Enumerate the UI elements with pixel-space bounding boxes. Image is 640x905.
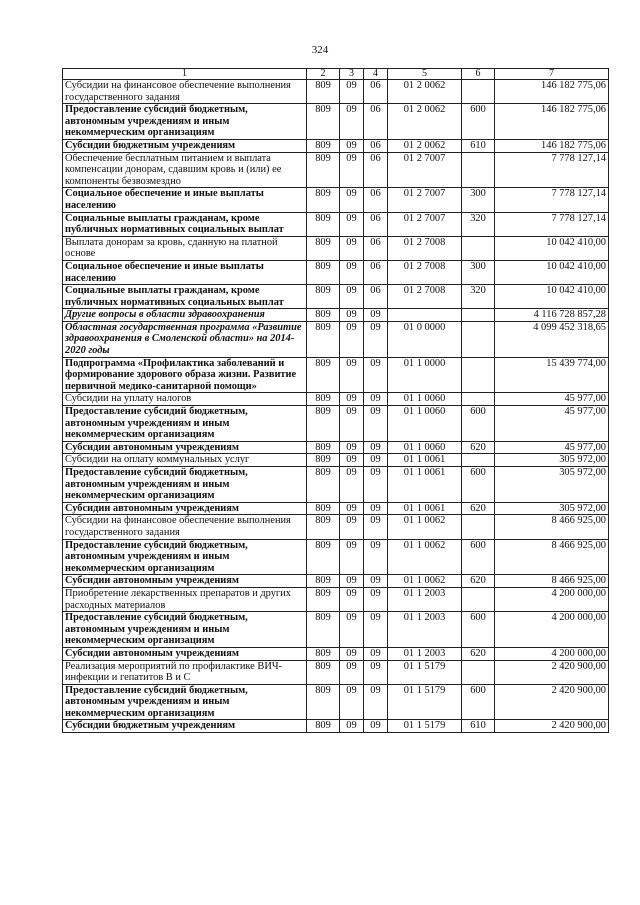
amount: 146 182 775,06 [495,80,609,104]
section-code: 09 [340,393,364,406]
ministry-code: 809 [307,309,340,322]
section-code: 09 [340,357,364,393]
table-row [63,212,609,236]
section-code: 09 [340,720,364,733]
section-code: 09 [340,152,364,188]
subsection-code: 06 [364,104,388,140]
target-article: 01 1 5179 [388,660,462,684]
table-row [63,720,609,733]
target-article: 01 2 7007 [388,212,462,236]
amount: 4 116 728 857,28 [495,309,609,322]
section-code: 09 [340,321,364,357]
expense-type [462,587,495,611]
expense-type [462,357,495,393]
subsection-code: 09 [364,587,388,611]
row-name: Социальное обеспечение и иные выплаты населению [63,188,307,212]
ministry-code: 809 [307,236,340,260]
table-row [63,285,609,309]
target-article: 01 1 0062 [388,539,462,575]
row-name: Предоставление субсидий бюджетным, автономным учреждениям и иным некоммерческим организациям [63,684,307,720]
ministry-code: 809 [307,212,340,236]
row-name: Субсидии автономным учреждениям [63,575,307,588]
section-code: 09 [340,441,364,454]
ministry-code: 809 [307,467,340,503]
table-row [63,236,609,260]
row-name: Субсидии бюджетным учреждениям [63,720,307,733]
target-article: 01 1 2003 [388,647,462,660]
subsection-code: 09 [364,502,388,515]
table-row [63,467,609,503]
ministry-code: 809 [307,393,340,406]
subsection-code: 09 [364,393,388,406]
expense-type: 600 [462,684,495,720]
amount: 45 977,00 [495,441,609,454]
ministry-code: 809 [307,587,340,611]
ministry-code: 809 [307,684,340,720]
table-row [63,441,609,454]
amount: 10 042 410,00 [495,260,609,284]
amount: 2 420 900,00 [495,660,609,684]
page-number: 324 [311,44,329,56]
header-cell: 2 [307,69,340,80]
row-name: Субсидии автономным учреждениям [63,441,307,454]
section-code: 09 [340,309,364,322]
expense-type [462,660,495,684]
subsection-code: 09 [364,647,388,660]
section-code: 09 [340,587,364,611]
row-name: Субсидии автономным учреждениям [63,647,307,660]
subsection-code: 09 [364,660,388,684]
ministry-code: 809 [307,502,340,515]
row-name: Социальные выплаты гражданам, кроме публичных нормативных социальных выплат [63,212,307,236]
expense-type: 610 [462,139,495,152]
target-article: 01 2 7007 [388,152,462,188]
table-row [63,104,609,140]
expense-type [462,454,495,467]
subsection-code: 09 [364,357,388,393]
subsection-code: 09 [364,720,388,733]
expense-type: 620 [462,502,495,515]
section-code: 09 [340,80,364,104]
section-code: 09 [340,575,364,588]
row-name: Субсидии на финансовое обеспечение выполнения государственного задания [63,80,307,104]
row-name: Субсидии на уплату налогов [63,393,307,406]
table-row [63,502,609,515]
ministry-code: 809 [307,188,340,212]
amount: 4 099 452 318,65 [495,321,609,357]
section-code: 09 [340,188,364,212]
expense-type: 620 [462,575,495,588]
row-name: Социальное обеспечение и иные выплаты населению [63,260,307,284]
row-name: Субсидии на финансовое обеспечение выполнения государственного задания [63,515,307,539]
table-row [63,515,609,539]
target-article: 01 2 0062 [388,139,462,152]
section-code: 09 [340,647,364,660]
subsection-code: 09 [364,406,388,442]
section-code: 09 [340,539,364,575]
table-row [63,321,609,357]
target-article: 01 1 0062 [388,515,462,539]
amount: 7 778 127,14 [495,152,609,188]
ministry-code: 809 [307,321,340,357]
target-article: 01 1 0060 [388,393,462,406]
amount: 4 200 000,00 [495,587,609,611]
target-article: 01 2 7008 [388,260,462,284]
amount: 4 200 000,00 [495,612,609,648]
header-cell: 6 [462,69,495,80]
section-code: 09 [340,612,364,648]
section-code: 09 [340,684,364,720]
expense-type: 620 [462,647,495,660]
section-code: 09 [340,502,364,515]
subsection-code: 06 [364,236,388,260]
target-article: 01 1 0062 [388,575,462,588]
amount: 305 972,00 [495,467,609,503]
table-row [63,139,609,152]
header-cell: 4 [364,69,388,80]
header-cell: 1 [63,69,307,80]
header-row [63,69,609,80]
section-code: 09 [340,285,364,309]
target-article: 01 1 0000 [388,357,462,393]
amount: 10 042 410,00 [495,236,609,260]
amount: 8 466 925,00 [495,539,609,575]
subsection-code: 09 [364,441,388,454]
ministry-code: 809 [307,406,340,442]
section-code: 09 [340,406,364,442]
subsection-code: 09 [364,684,388,720]
table-row [63,80,609,104]
section-code: 09 [340,515,364,539]
ministry-code: 809 [307,660,340,684]
amount: 2 420 900,00 [495,684,609,720]
target-article: 01 2 7008 [388,285,462,309]
target-article: 01 2 7008 [388,236,462,260]
expense-type: 300 [462,188,495,212]
expense-type: 320 [462,212,495,236]
header-cell: 7 [495,69,609,80]
amount: 45 977,00 [495,393,609,406]
table-row [63,587,609,611]
target-article: 01 1 2003 [388,612,462,648]
ministry-code: 809 [307,515,340,539]
target-article: 01 1 0061 [388,467,462,503]
subsection-code: 09 [364,515,388,539]
row-name: Подпрограмма «Профилактика заболеваний и формирование здорового образа жизни. Развитие первичной медико-санитарной помощи» [63,357,307,393]
target-article: 01 1 0060 [388,406,462,442]
table-row [63,684,609,720]
amount: 146 182 775,06 [495,104,609,140]
ministry-code: 809 [307,80,340,104]
subsection-code: 09 [364,454,388,467]
expense-type [462,393,495,406]
row-name: Предоставление субсидий бюджетным, автономным учреждениям и иным некоммерческим организациям [63,104,307,140]
ministry-code: 809 [307,152,340,188]
ministry-code: 809 [307,139,340,152]
row-name: Социальные выплаты гражданам, кроме публичных нормативных социальных выплат [63,285,307,309]
amount: 2 420 900,00 [495,720,609,733]
subsection-code: 09 [364,575,388,588]
amount: 146 182 775,06 [495,139,609,152]
row-name: Предоставление субсидий бюджетным, автономным учреждениям и иным некоммерческим организациям [63,467,307,503]
subsection-code: 09 [364,467,388,503]
row-name: Выплата донорам за кровь, сданную на платной основе [63,236,307,260]
subsection-code: 06 [364,80,388,104]
expense-type: 610 [462,720,495,733]
table-row [63,647,609,660]
expense-type [462,309,495,322]
section-code: 09 [340,104,364,140]
table-row [63,454,609,467]
ministry-code: 809 [307,575,340,588]
header-cell: 3 [340,69,364,80]
section-code: 09 [340,139,364,152]
row-name: Другие вопросы в области здравоохранения [63,309,307,322]
amount: 7 778 127,14 [495,212,609,236]
expense-type [462,236,495,260]
amount: 45 977,00 [495,406,609,442]
row-name: Субсидии автономным учреждениям [63,502,307,515]
target-article: 01 1 0061 [388,454,462,467]
subsection-code: 06 [364,188,388,212]
section-code: 09 [340,467,364,503]
subsection-code: 09 [364,539,388,575]
amount: 8 466 925,00 [495,515,609,539]
table-row [63,357,609,393]
row-name: Областная государственная программа «Развитие здравоохранения в Смоленской области» на 2014-2020 годы [63,321,307,357]
table-row [63,612,609,648]
table-row [63,393,609,406]
expense-type: 600 [462,539,495,575]
table-row [63,575,609,588]
subsection-code: 06 [364,260,388,284]
amount: 4 200 000,00 [495,647,609,660]
subsection-code: 06 [364,212,388,236]
table-row [63,406,609,442]
ministry-code: 809 [307,104,340,140]
target-article: 01 1 5179 [388,684,462,720]
target-article: 01 1 0061 [388,502,462,515]
target-article: 01 1 0060 [388,441,462,454]
section-code: 09 [340,660,364,684]
target-article [388,309,462,322]
row-name: Обеспечение бесплатным питанием и выплата компенсации донорам, сдавшим кровь и (или) ее компоненты безвозмездно [63,152,307,188]
ministry-code: 809 [307,260,340,284]
expense-type: 600 [462,104,495,140]
target-article: 01 1 5179 [388,720,462,733]
expense-type [462,515,495,539]
expense-type: 320 [462,285,495,309]
section-code: 09 [340,236,364,260]
subsection-code: 06 [364,285,388,309]
table-row [63,152,609,188]
target-article: 01 1 2003 [388,587,462,611]
subsection-code: 06 [364,152,388,188]
ministry-code: 809 [307,441,340,454]
subsection-code: 09 [364,321,388,357]
expense-type [462,80,495,104]
ministry-code: 809 [307,647,340,660]
table-row [63,260,609,284]
expense-type: 300 [462,260,495,284]
ministry-code: 809 [307,539,340,575]
subsection-code: 09 [364,309,388,322]
target-article: 01 0 0000 [388,321,462,357]
amount: 7 778 127,14 [495,188,609,212]
row-name: Приобретение лекарственных препаратов и других расходных материалов [63,587,307,611]
amount: 15 439 774,00 [495,357,609,393]
budget-table [62,68,609,733]
expense-type: 620 [462,441,495,454]
table-row [63,188,609,212]
table-row [63,309,609,322]
row-name: Субсидии бюджетным учреждениям [63,139,307,152]
row-name: Предоставление субсидий бюджетным, автономным учреждениям и иным некоммерческим организациям [63,539,307,575]
target-article: 01 2 0062 [388,104,462,140]
expense-type [462,321,495,357]
expense-type: 600 [462,467,495,503]
ministry-code: 809 [307,357,340,393]
section-code: 09 [340,260,364,284]
ministry-code: 809 [307,720,340,733]
subsection-code: 06 [364,139,388,152]
subsection-code: 09 [364,612,388,648]
expense-type [462,152,495,188]
row-name: Предоставление субсидий бюджетным, автономным учреждениям и иным некоммерческим организациям [63,612,307,648]
amount: 10 042 410,00 [495,285,609,309]
expense-type: 600 [462,612,495,648]
ministry-code: 809 [307,285,340,309]
amount: 305 972,00 [495,454,609,467]
section-code: 09 [340,212,364,236]
ministry-code: 809 [307,454,340,467]
table-row [63,539,609,575]
expense-type: 600 [462,406,495,442]
section-code: 09 [340,454,364,467]
row-name: Реализация мероприятий по профилактике ВИЧ-инфекции и гепатитов В и С [63,660,307,684]
amount: 8 466 925,00 [495,575,609,588]
table-row [63,660,609,684]
row-name: Субсидии на оплату коммунальных услуг [63,454,307,467]
amount: 305 972,00 [495,502,609,515]
ministry-code: 809 [307,612,340,648]
header-cell: 5 [388,69,462,80]
target-article: 01 2 7007 [388,188,462,212]
row-name: Предоставление субсидий бюджетным, автономным учреждениям и иным некоммерческим организациям [63,406,307,442]
target-article: 01 2 0062 [388,80,462,104]
